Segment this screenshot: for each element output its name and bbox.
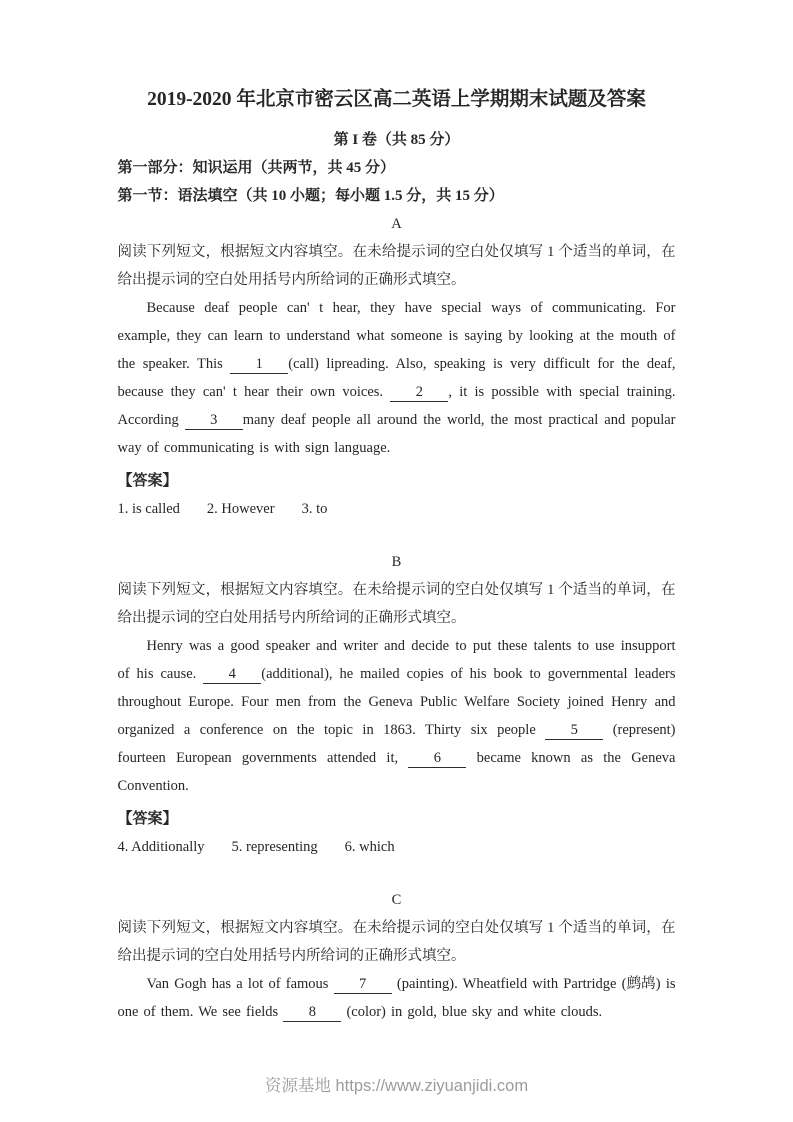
blank-3: 3 [185, 412, 243, 430]
answer-item: 5. representing [231, 839, 318, 855]
answer-item: 3. to [301, 501, 328, 517]
part-heading: 第一部分：知识运用（共两节，共 45 分） [117, 160, 396, 176]
answer-item: 6. which [344, 839, 395, 855]
document-title: 2019-2020 年北京市密云区高二英语上学期期末试题及答案 [147, 89, 646, 110]
blank-8: 8 [283, 1004, 341, 1022]
section-a [118, 210, 676, 523]
blank-5: 5 [545, 722, 603, 740]
section-b-instructions: 阅读下列短文，根据短文内容填空。在未给提示词的空白处仅填写 1 个适当的单词，在给出提示词的空白处用括号内所给词的正确形式填空。 [117, 582, 676, 626]
footer [0, 1074, 793, 1098]
section-c [118, 886, 676, 1026]
section-a-label: A [391, 216, 402, 232]
section-b [118, 548, 676, 861]
answer-item: 2. However [206, 501, 275, 517]
section-a-answer-label: 【答案】 [117, 473, 178, 489]
blank-4: 4 [203, 666, 261, 684]
section-b-passage: Henry was a good speaker and writer and decide to put these talents to use insupport of his cause. 4 (additional), he mailed copies of his book to governmental leaders throughout Europe. Four men from the Geneva Public Welfare Society joined Henry and organized a conference on the topic in 1863. Thirty six people 5 (represent) fourteen European governments attended it, 6 became known as the Geneva Convention. [117, 638, 676, 794]
blank-7: 7 [334, 976, 392, 994]
answer-item: 1. is called [117, 501, 180, 517]
section-b-label: B [391, 554, 402, 570]
blank-2: 2 [390, 384, 448, 402]
footer-site-name: 资源基地 [264, 1077, 331, 1095]
document-content [118, 0, 676, 1026]
section-a-passage: Because deaf people can' t hear, they have special ways of communicating. For example, they can learn to understand what someone is saying by looking at the mouth of the speaker. This 1 (call) lipreading. Also, speaking is very difficult for the deaf, because they can' t hear their own voices. 2 , it is possible with special training. According 3 many deaf people all around the world, the most practical and popular way of communicating is with sign language. [117, 300, 676, 456]
blank-6: 6 [408, 750, 466, 768]
blank-1: 1 [230, 356, 288, 374]
section-c-passage: Van Gogh has a lot of famous 7 (painting). Wheatfield with Partridge (鹧鸪) is one of them. We see fields 8 (color) in gold, blue sky and white clouds. [117, 976, 676, 1020]
section-b-answers [118, 833, 676, 861]
answer-item: 4. Additionally [117, 839, 205, 855]
section-a-instructions: 阅读下列短文，根据短文内容填空。在未给提示词的空白处仅填写 1 个适当的单词，在给出提示词的空白处用括号内所给词的正确形式填空。 [117, 244, 676, 288]
section-c-label: C [391, 892, 402, 908]
volume-heading: 第 I 卷（共 85 分） [333, 132, 460, 148]
section-b-answer-label: 【答案】 [117, 811, 178, 827]
node-heading: 第一节：语法填空（共 10 小题；每小题 1.5 分，共 15 分） [117, 188, 504, 204]
footer-site-url[interactable]: https://www.ziyuanjidi.com [335, 1077, 529, 1095]
section-a-answers [118, 495, 676, 523]
section-c-instructions: 阅读下列短文，根据短文内容填空。在未给提示词的空白处仅填写 1 个适当的单词，在给出提示词的空白处用括号内所给词的正确形式填空。 [117, 920, 676, 964]
